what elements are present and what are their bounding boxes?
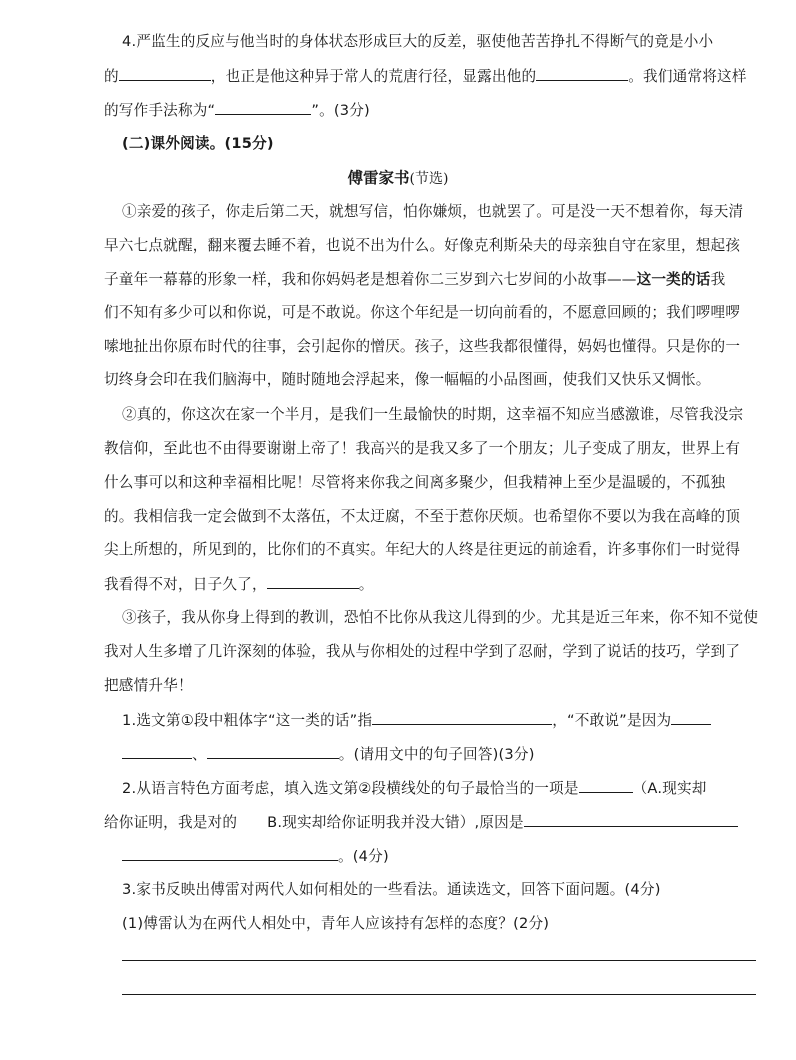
section-heading: (二)课外阅读。(15分) xyxy=(122,135,274,152)
answer-blank[interactable] xyxy=(215,100,311,115)
q4-line-3: 的写作手法称为“ ”。(3分) xyxy=(104,102,370,119)
question-1-line-2: 、 。(请用文中的句子回答)(3分) xyxy=(122,744,535,765)
question-3-sub-1: (1)傅雷认为在两代人相处中，青年人应该持有怎样的态度？(2分) xyxy=(122,915,550,932)
answer-blank[interactable] xyxy=(671,710,711,725)
question-2-line-2: 给你证明，我是对的 B.现实却给你证明我并没大错）,原因是 xyxy=(104,812,738,833)
q4-line-1: 4.严监生的反应与他当时的身体状态形成巨大的反差，驱使他苦苦挣扎不得断气的竟是小小 xyxy=(122,33,714,50)
passage-p3-line-2: 我对人生多增了几许深刻的体验，我从与你相处的过程中学到了忍耐，学到了说话的技巧，学到了 xyxy=(104,643,741,660)
question-3: 3.家书反映出傅雷对两代人如何相处的一些看法。通读选文，回答下面问题。(4分) xyxy=(122,881,661,898)
answer-blank[interactable] xyxy=(122,744,192,759)
answer-blank[interactable] xyxy=(267,574,359,589)
answer-blank[interactable] xyxy=(122,846,338,861)
question-2-line-1: 2.从语言特色方面考虑，填入选文第②段横线处的句子最恰当的一项是 （A.现实却 xyxy=(122,780,707,797)
answer-blank[interactable] xyxy=(207,744,339,759)
passage-p2-line-3: 什么事可以和这种幸福相比呢！尽管将来你我之间离多聚少，但我精神上至少是温暖的，不孤独 xyxy=(104,474,726,491)
answer-blank[interactable] xyxy=(524,812,738,827)
passage-p2-line-4: 的。我相信我一定会做到不太落伍，不太迂腐，不至于惹你厌烦。也希望你不要以为我在高峰的顶 xyxy=(104,508,741,525)
answer-blank[interactable] xyxy=(119,66,211,81)
passage-p3-line-3: 把感情升华！ xyxy=(104,677,193,694)
passage-p2-line-1: ②真的，你这次在家一个半月，是我们一生最愉快的时期，这幸福不知应当感激谁，尽管我没宗 xyxy=(122,406,744,423)
answer-blank[interactable] xyxy=(536,66,628,81)
passage-title: 傅雷家书(节选) xyxy=(347,168,449,187)
passage-p1-line-2: 早六七点就醒，翻来覆去睡不着，也说不出为什么。好像克利斯朵夫的母亲独自守在家里，想起孩 xyxy=(104,237,741,254)
passage-p2-line-6: 我看得不对，日子久了， 。 xyxy=(104,576,374,593)
question-1-line-1: 1.选文第①段中粗体字“这一类的话”指 ，“不敢说”是因为 xyxy=(122,710,711,731)
answer-blank[interactable] xyxy=(579,778,633,793)
q4-line-2: 的 ，也正是他这种异于常人的荒唐行径，显露出他的 。我们通常将这样 xyxy=(104,68,747,85)
passage-p2-line-2: 教信仰，至此也不由得要谢谢上帝了！我高兴的是我又多了一个朋友；儿子变成了朋友，世界上有 xyxy=(104,440,741,457)
answer-blank[interactable] xyxy=(372,710,552,725)
passage-p1-line-3: 子童年一幕幕的形象一样，我和你妈妈老是想着你二三岁到六七岁间的小故事——这一类的话我 xyxy=(104,271,726,288)
answer-line[interactable] xyxy=(122,960,756,961)
passage-p1-line-5: 嗦地扯出你原布时代的往事，会引起你的憎厌。孩子，这些我都很懂得，妈妈也懂得。只是你的一 xyxy=(104,338,741,355)
answer-line[interactable] xyxy=(122,994,756,995)
passage-p1-line-1: ①亲爱的孩子，你走后第二天，就想写信，怕你嫌烦，也就罢了。可是没一天不想着你，每天清 xyxy=(122,203,744,220)
question-2-line-3: 。(4分) xyxy=(122,846,389,867)
bold-phrase: 这一类的话 xyxy=(636,271,711,288)
passage-p2-line-5: 尖上所想的，所见到的，比你们的不真实。年纪大的人终是往更远的前途看，许多事你们一时觉得 xyxy=(104,541,741,558)
passage-p3-line-1: ③孩子，我从你身上得到的教训，恐怕不比你从我这儿得到的少。尤其是近三年来，你不知不觉使 xyxy=(122,609,759,626)
passage-p1-line-6: 切终身会印在我们脑海中，随时随地会浮起来，像一幅幅的小品图画，使我们又快乐又惆怅。 xyxy=(104,371,711,388)
passage-p1-line-4: 们不知有多少可以和你说，可是不敢说。你这个年纪是一切向前看的，不愿意回顾的；我们啰哩啰 xyxy=(104,304,741,321)
